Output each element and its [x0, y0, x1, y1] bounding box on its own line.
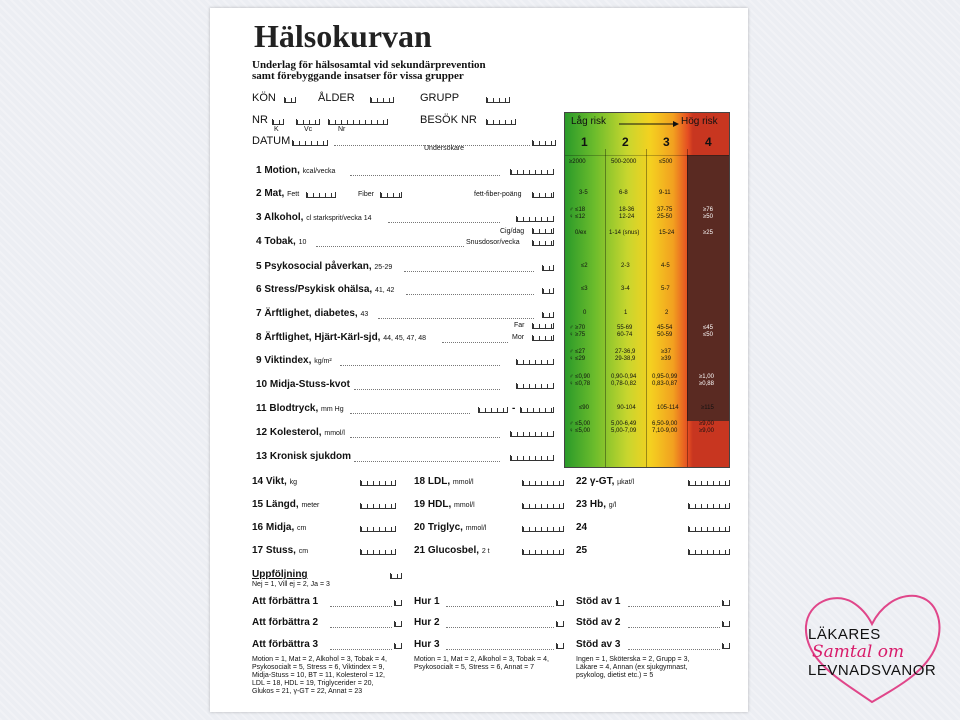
father-label: Far — [514, 322, 525, 329]
cell: ≤3 — [581, 286, 588, 292]
cell: ≤45 — [703, 325, 713, 331]
leader-dots — [388, 222, 500, 223]
item-food: 2 Mat, Fett — [256, 188, 300, 199]
leader-dots — [316, 246, 464, 247]
cell: 105-114 — [657, 405, 679, 411]
measure-hip: 17 Stuss, cm — [252, 545, 309, 556]
cig-per-day-label: Cig/dag — [500, 228, 525, 235]
group-label: GRUPP — [420, 92, 460, 104]
followup-field[interactable] — [390, 573, 402, 579]
cell: 12-24 — [619, 214, 635, 220]
cell: 3-4 — [621, 286, 630, 292]
item-bmi: 9 Viktindex, kg/m² — [256, 355, 332, 366]
risk-col-4: 4 — [705, 135, 712, 149]
support-2-label: Stöd av 2 — [576, 617, 621, 628]
cell: ♀ ≤29 — [569, 356, 586, 362]
leader-dots — [330, 649, 392, 650]
cell: ♀ ≥75 — [569, 332, 586, 338]
leader-dots — [446, 606, 554, 607]
risk-col-2: 2 — [622, 135, 629, 149]
how-1-field[interactable] — [556, 600, 564, 606]
leader-dots — [628, 606, 720, 607]
support-codes-note: Ingen = 1, Sköterska = 2, Grupp = 3, Läkare = 4, Annan (ex sjukgymnast, psykolog, dietist etc.) = 5 — [576, 656, 690, 679]
how-2-field[interactable] — [556, 621, 564, 627]
how-1-label: Hur 1 — [414, 596, 440, 607]
date-field[interactable] — [292, 140, 328, 146]
item-psychosocial: 5 Psykosocial påverkan, 25-29 — [256, 261, 393, 272]
improve-2-field[interactable] — [394, 621, 402, 627]
item-alcohol: 3 Alkohol, cl starksprit/vecka 14 — [256, 212, 372, 223]
nr-nr-field[interactable] — [328, 119, 388, 125]
cell: ♂ ≥70 — [569, 325, 586, 331]
measure-hb: 23 Hb, g/l — [576, 499, 617, 510]
motion-field[interactable] — [510, 169, 554, 175]
form-subtitle-1: Underlag för hälsosamtal vid sekundärprevention — [252, 59, 486, 71]
chronic-disease-field[interactable] — [510, 455, 554, 461]
cell: ♀ ≤0,78 — [569, 381, 591, 387]
cell: 37-75 — [657, 207, 673, 213]
cell: 90-104 — [617, 405, 636, 411]
cell: 25-50 — [657, 214, 673, 220]
cell: 0,78-0,82 — [611, 381, 637, 387]
nr-vc-field[interactable] — [296, 119, 320, 125]
cell: ♂ ≤5,00 — [569, 421, 591, 427]
fat-fiber-points-field[interactable] — [532, 192, 554, 198]
leader-dots — [330, 606, 392, 607]
support-3-field[interactable] — [722, 643, 730, 649]
followup-title: Uppföljning — [252, 569, 308, 580]
cell: 55-69 — [617, 325, 633, 331]
measure-24-field[interactable] — [688, 526, 730, 532]
snus-label: Snusdosor/vecka — [466, 239, 520, 246]
father-field[interactable] — [532, 323, 554, 329]
cell: ♂ ≤27 — [569, 349, 586, 355]
cell: ≥37 — [661, 349, 671, 355]
risk-col-3: 3 — [663, 135, 670, 149]
column-divider — [687, 149, 688, 467]
cell: ≤2 — [581, 263, 588, 269]
improve-codes-note: Motion = 1, Mat = 2, Alkohol = 3, Tobak = 4, Psykosocialt = 5, Stress = 6, Viktindex = 9, Midja-Stuss = 10, BT = 11, Kolesterol = 12, LDL = 18, HDL = 19, Triglycerider = 20, Glukos = 21, γ-GT = 22, Annat = 23 — [252, 656, 387, 695]
cell: ≤500 — [659, 159, 673, 165]
leader-dots — [350, 175, 500, 176]
cell: 27-36,9 — [615, 349, 636, 355]
item-motion: 1 Motion, kcal/vecka — [256, 165, 336, 176]
examiner-field[interactable] — [532, 140, 556, 146]
leader-dots — [354, 389, 500, 390]
high-risk-label: Hög risk — [681, 116, 718, 127]
group-field[interactable] — [486, 97, 510, 103]
age-label: ÅLDER — [318, 92, 355, 104]
leader-dots — [330, 627, 392, 628]
logo-line-3: LEVNADSVANOR — [808, 662, 937, 679]
sex-label: KÖN — [252, 92, 276, 104]
nr-vc-label: Vc — [304, 126, 313, 133]
diastolic-field[interactable] — [520, 407, 554, 413]
measure-ggt: 22 γ-GT, µkat/l — [576, 476, 635, 487]
height-field[interactable] — [360, 503, 396, 509]
arrow-right-icon — [619, 121, 679, 127]
item-heredity-cvd: 8 Ärftlighet, Hjärt-Kärl-sjd, 44, 45, 47, 48 — [256, 332, 427, 343]
cell: ≥0,88 — [699, 381, 714, 387]
mother-label: Mor — [512, 334, 525, 341]
nr-k-label: K — [274, 126, 279, 133]
visit-nr-label: BESÖK NR — [420, 114, 477, 126]
measure-glucose: 21 Glucosbel, 2 t — [414, 545, 490, 556]
item-chronic-disease: 13 Kronisk sjukdom — [256, 451, 352, 462]
risk-col-1: 1 — [581, 135, 588, 149]
leader-dots — [442, 342, 508, 343]
cell: 45-54 — [657, 325, 673, 331]
leader-dots — [350, 437, 500, 438]
cell: ≥1,00 — [699, 374, 714, 380]
measure-hdl: 19 HDL, mmol/l — [414, 499, 475, 510]
hb-field[interactable] — [688, 503, 730, 509]
improve-1-label: Att förbättra 1 — [252, 596, 319, 607]
cell: 60-74 — [617, 332, 633, 338]
cig-per-day-field[interactable] — [532, 228, 554, 234]
hip-field[interactable] — [360, 549, 396, 555]
leader-dots — [404, 271, 534, 272]
fiber-field[interactable] — [380, 192, 402, 198]
measure-waist: 16 Midja, cm — [252, 522, 307, 533]
waist-hip-ratio-field[interactable] — [516, 383, 554, 389]
item-blood-pressure: 11 Blodtryck, mm Hg — [256, 403, 344, 414]
cell: ≥9,00 — [699, 428, 714, 434]
cell: 500-2000 — [611, 159, 637, 165]
cell: 3-5 — [579, 190, 588, 196]
stress-field[interactable] — [542, 288, 554, 294]
risk-gradient-chart — [564, 112, 730, 468]
cell: 6-8 — [619, 190, 628, 196]
nr-label: NR — [252, 114, 268, 126]
glucose-field[interactable] — [522, 549, 564, 555]
visit-nr-field[interactable] — [486, 119, 516, 125]
cholesterol-field[interactable] — [510, 431, 554, 437]
cell: ≥2000 — [569, 159, 586, 165]
item-heredity-diabetes: 7 Ärftlighet, diabetes, 43 — [256, 308, 369, 319]
waist-field[interactable] — [360, 526, 396, 532]
cell: 15-24 — [659, 230, 675, 236]
measure-height: 15 Längd, meter — [252, 499, 320, 510]
how-2-label: Hur 2 — [414, 617, 440, 628]
fat-fiber-points-label: fett-fiber-poäng — [474, 191, 522, 198]
measure-ldl: 18 LDL, mmol/l — [414, 476, 474, 487]
leader-dots — [628, 649, 720, 650]
cell: 29-38,9 — [615, 356, 636, 362]
weight-field[interactable] — [360, 480, 396, 486]
cell: 0/ex — [575, 230, 587, 236]
cell: 1-14 (snus) — [609, 230, 640, 236]
support-3-label: Stöd av 3 — [576, 639, 621, 650]
date-label: DATUM — [252, 135, 291, 147]
cell: 9-11 — [659, 190, 671, 196]
measure-weight: 14 Vikt, kg — [252, 476, 298, 487]
form-title: Hälsokurvan — [254, 18, 432, 54]
ldl-field[interactable] — [522, 480, 564, 486]
fat-field[interactable] — [306, 192, 336, 198]
support-2-field[interactable] — [722, 621, 730, 627]
leader-dots — [378, 318, 534, 319]
leader-dots — [350, 413, 470, 414]
column-divider — [605, 149, 606, 467]
bp-separator: - — [512, 403, 516, 414]
cell: ♀ ≤5,00 — [569, 428, 591, 434]
lakares-samtal-logo — [800, 590, 945, 710]
cell: 7,10-9,00 — [652, 428, 678, 434]
form-subtitle-2: samt förebyggande insatser för vissa grupper — [252, 70, 464, 82]
cell: 5-7 — [661, 286, 670, 292]
logo-line-2: Samtal om — [812, 642, 905, 662]
how-3-field[interactable] — [556, 643, 564, 649]
leader-dots — [628, 627, 720, 628]
support-1-field[interactable] — [722, 600, 730, 606]
cell: 4-5 — [661, 263, 670, 269]
cell: 5,00-7,09 — [611, 428, 637, 434]
psychosocial-field[interactable] — [542, 265, 554, 271]
cell: ♂ ≤18 — [569, 207, 586, 213]
cell: ≥39 — [661, 356, 671, 362]
how-codes-note: Motion = 1, Mat = 2, Alkohol = 3, Tobak = 4, Psykosocialt = 5, Stress = 6, Annat = 7 — [414, 656, 549, 671]
cell: 1 — [624, 310, 628, 316]
how-3-label: Hur 3 — [414, 639, 440, 650]
cell: ≥115 — [701, 405, 714, 411]
cell: 6,50-9,00 — [652, 421, 678, 427]
leader-dots — [406, 294, 534, 295]
cell: 18-36 — [619, 207, 635, 213]
followup-legend: Nej = 1, Vill ej = 2, Ja = 3 — [252, 581, 330, 588]
triglycerides-field[interactable] — [522, 526, 564, 532]
cell: 50-59 — [657, 332, 673, 338]
systolic-field[interactable] — [478, 407, 508, 413]
improve-1-field[interactable] — [394, 600, 402, 606]
measure-25: 25 — [576, 545, 588, 556]
hdl-field[interactable] — [522, 503, 564, 509]
leader-dots — [446, 649, 554, 650]
age-field[interactable] — [370, 97, 394, 103]
item-cholesterol: 12 Kolesterol, mmol/l — [256, 427, 345, 438]
alcohol-field[interactable] — [516, 216, 554, 222]
cell: ≥25 — [703, 230, 713, 236]
snus-field[interactable] — [532, 240, 554, 246]
cell: 5,00-6,49 — [611, 421, 637, 427]
cell: ≤90 — [579, 405, 589, 411]
cell: ≤50 — [703, 332, 713, 338]
cell: ≥50 — [703, 214, 713, 220]
sex-field[interactable] — [284, 97, 296, 103]
improve-2-label: Att förbättra 2 — [252, 617, 319, 628]
ggt-field[interactable] — [688, 480, 730, 486]
item-stress: 6 Stress/Psykisk ohälsa, 41, 42 — [256, 284, 395, 295]
cell: ♂ ≤0,90 — [569, 374, 591, 380]
low-risk-label: Låg risk — [571, 116, 607, 127]
item-waist-hip-ratio: 10 Midja-Stuss-kvot — [256, 379, 350, 390]
cell: ≥9,00 — [699, 421, 714, 427]
examiner-label: Undersökare — [424, 145, 465, 152]
measure-25-field[interactable] — [688, 549, 730, 555]
improve-3-label: Att förbättra 3 — [252, 639, 319, 650]
nr-k-field[interactable] — [272, 119, 284, 125]
cell: 0,83-0,87 — [652, 381, 678, 387]
leader-dots — [354, 461, 500, 462]
mother-field[interactable] — [532, 335, 554, 341]
cell: 2-3 — [621, 263, 630, 269]
item-tobacco: 4 Tobak, 10 — [256, 236, 307, 247]
measure-triglycerides: 20 Triglyc, mmol/l — [414, 522, 487, 533]
cell: 0,90-0,94 — [611, 374, 637, 380]
fiber-label: Fiber — [358, 191, 374, 198]
logo-line-1: LÄKARES — [808, 626, 881, 643]
measure-24: 24 — [576, 522, 588, 533]
column-divider — [646, 149, 647, 467]
cell: ♀ ≤12 — [569, 214, 586, 220]
improve-3-field[interactable] — [394, 643, 402, 649]
health-curve-form — [210, 8, 748, 712]
heredity-diabetes-field[interactable] — [542, 312, 554, 318]
cell: 0,95-0,99 — [652, 374, 678, 380]
nr-nr-label: Nr — [338, 126, 346, 133]
support-1-label: Stöd av 1 — [576, 596, 621, 607]
cell: 0 — [583, 310, 587, 316]
cell: 2 — [665, 310, 669, 316]
row-divider — [565, 155, 729, 156]
leader-dots — [340, 365, 500, 366]
bmi-field[interactable] — [516, 359, 554, 365]
leader-dots — [446, 627, 554, 628]
cell: ≥76 — [703, 207, 713, 213]
